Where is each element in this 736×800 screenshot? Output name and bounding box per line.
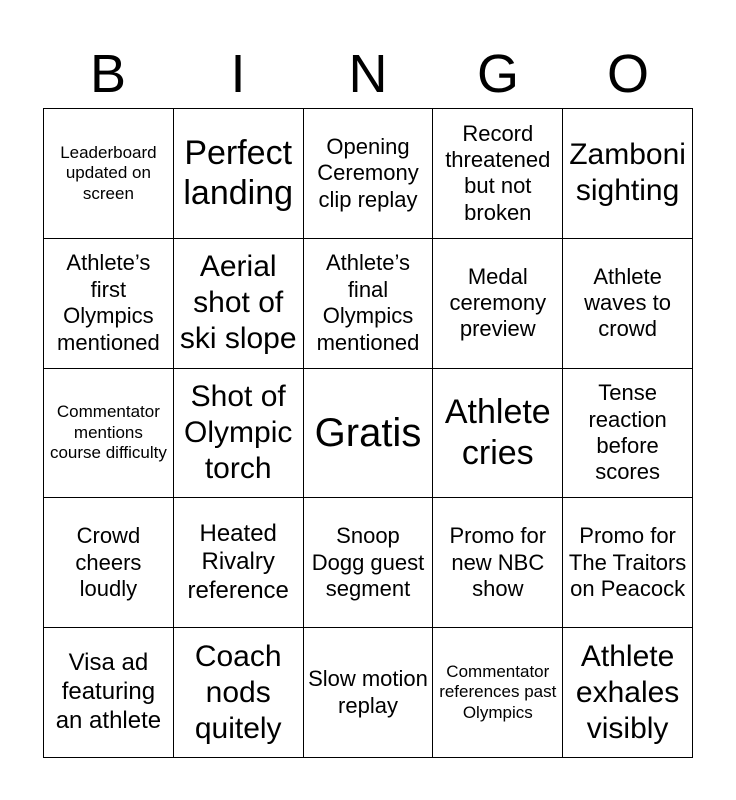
cell-label: Athlete cries [444, 393, 551, 472]
bingo-cell[interactable] [433, 498, 563, 628]
bingo-cell[interactable] [304, 239, 434, 369]
cell-label: Athlete’s final Olympics mentioned [316, 250, 420, 355]
cell-label: Medal ceremony preview [449, 263, 547, 342]
bingo-cell[interactable] [563, 369, 693, 499]
bingo-card [43, 108, 693, 758]
bingo-cell[interactable] [304, 109, 434, 239]
bingo-cell[interactable] [563, 239, 693, 369]
cell-label: Record threatened but not broken [445, 120, 551, 225]
cell-label: Promo for The Traitors on Peacock [568, 523, 687, 601]
cell-label: Leaderboard updated on screen [60, 142, 157, 203]
bingo-cell[interactable] [174, 498, 304, 628]
bingo-cell[interactable] [44, 498, 174, 628]
cell-label: Slow motion replay [308, 666, 428, 718]
bingo-cell[interactable] [433, 628, 563, 758]
cell-label: Visa ad featuring an athlete [55, 649, 162, 734]
bingo-cell[interactable] [563, 109, 693, 239]
bingo-cell[interactable] [433, 369, 563, 499]
cell-label: Athlete exhales visibly [575, 639, 680, 745]
bingo-cell[interactable] [44, 109, 174, 239]
header-letter-n: N [348, 44, 388, 104]
bingo-cell[interactable] [433, 109, 563, 239]
bingo-header [43, 40, 693, 108]
cell-label: Athlete waves to crowd [584, 263, 671, 342]
cell-label: Gratis [314, 410, 422, 455]
cell-label: Athlete’s first Olympics mentioned [57, 250, 160, 355]
bingo-cell[interactable] [44, 369, 174, 499]
cell-label: Promo for new NBC show [449, 523, 547, 601]
header-letter-o: O [606, 44, 649, 104]
header-letter-i: I [230, 44, 246, 104]
header-letter-b: B [89, 44, 127, 104]
cell-label: Coach nods quitely [194, 639, 282, 745]
cell-label: Zamboni sighting [569, 138, 686, 208]
bingo-cell[interactable] [174, 239, 304, 369]
cell-label: Snoop Dogg guest segment [311, 523, 425, 601]
cell-label: Opening Ceremony clip replay [317, 133, 419, 212]
bingo-cell[interactable] [174, 369, 304, 499]
bingo-cell[interactable] [563, 498, 693, 628]
bingo-cell[interactable] [174, 628, 304, 758]
cell-label: Perfect landing [183, 133, 294, 213]
cell-label: Commentator mentions course difficulty [49, 402, 167, 463]
bingo-cell-free[interactable] [304, 369, 434, 499]
header-letter-g: G [476, 44, 519, 104]
cell-label: Shot of Olympic torch [184, 379, 293, 485]
bingo-cell[interactable] [44, 628, 174, 758]
bingo-cell[interactable] [174, 109, 304, 239]
cell-label: Crowd cheers loudly [75, 523, 142, 601]
cell-label: Aerial shot of ski slope [179, 250, 297, 356]
bingo-cell[interactable] [304, 628, 434, 758]
bingo-cell[interactable] [563, 628, 693, 758]
cell-label: Heated Rivalry reference [187, 519, 289, 605]
bingo-cell[interactable] [44, 239, 174, 369]
bingo-cell[interactable] [304, 498, 434, 628]
bingo-cell[interactable] [433, 239, 563, 369]
cell-label: Commentator references past Olympics [439, 662, 557, 722]
cell-label: Tense reaction before scores [588, 380, 667, 485]
